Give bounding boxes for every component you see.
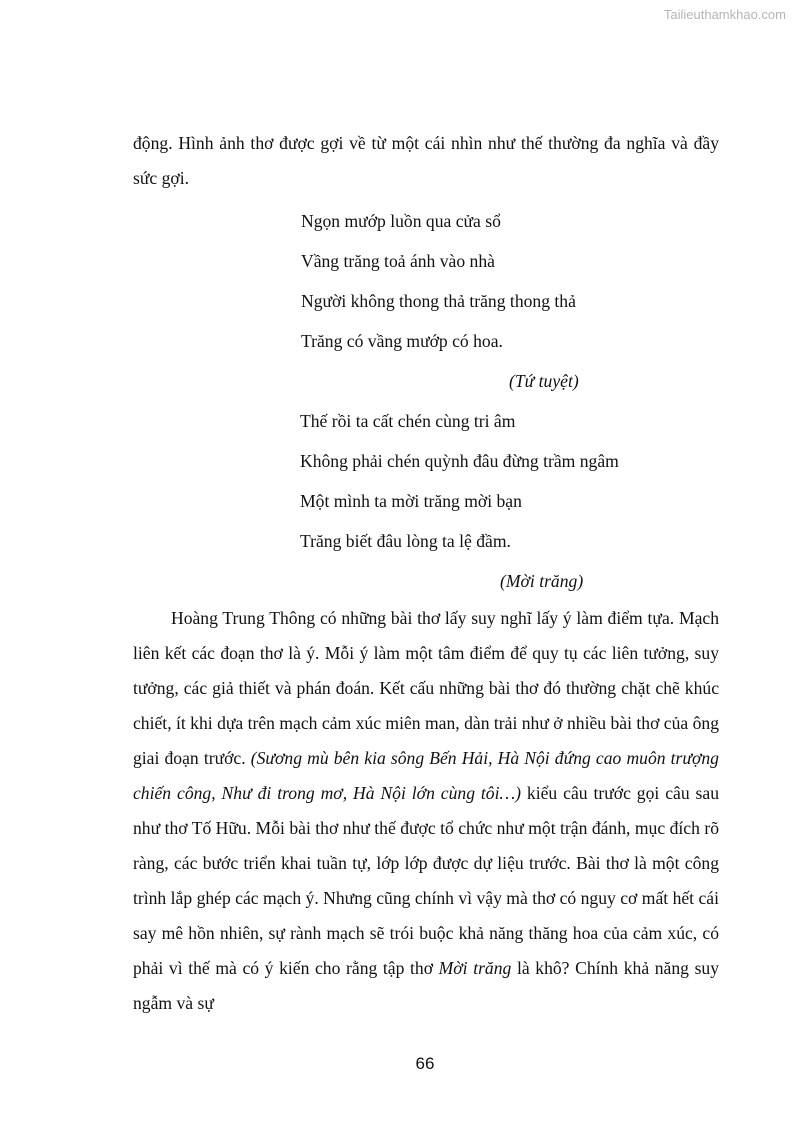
poem-line: Vầng trăng toả ánh vào nhà	[301, 251, 495, 271]
poem-line: Không phải chén quỳnh đâu đừng trầm ngâm	[300, 451, 619, 471]
poem-line: Một mình ta mời trăng mời bạn	[300, 491, 522, 511]
body-text: kiểu câu trước gọi câu sau như thơ Tố Hữu. Mỗi bài thơ như thế được tổ chức như một trận đánh, mục đích rõ ràng, các bước triển khai tuần tự, lớp lớp được dự liệu trước. Bài thơ là một công trình lắp ghép các mạch ý. Nhưng cũng chính vì vậy mà thơ có nguy cơ mất hết cái say mê hồn nhiên, sự rành mạch sẽ trói buộc khả năng thăng hoa của cảm xúc, có phải vì thế mà có ý kiến cho rằng tập thơ	[133, 783, 719, 978]
poem-tu-tuyet	[301, 201, 719, 401]
poem-line: Thế rồi ta cất chén cùng tri âm	[300, 411, 516, 431]
poem-source: (Mời trăng)	[500, 571, 584, 591]
italic-poem-titles: (Sương mù bên kia sông Bến Hải, Hà Nội đứng cao muôn trượng chiến công, Như đi trong mơ, Hà Nội lớn cùng tôi…)	[133, 748, 719, 803]
body-text: Hoàng Trung Thông có những bài thơ lấy suy nghĩ lấy ý làm điểm tựa. Mạch liên kết các đoạn thơ là ý. Mỗi ý làm một tâm điểm để quy tụ các liên tưởng, suy tưởng, các giả thiết và phán đoán. Kết cấu những bài thơ đó thường chặt chẽ khúc chiết, ít khi dựa trên mạch cảm xúc miên man, dàn trải như ở nhiều bài thơ của ông giai đoạn trước.	[133, 608, 719, 768]
poem-moi-trang	[300, 401, 719, 601]
poem-line: Trăng có vầng mướp có hoa.	[301, 331, 503, 351]
intro-paragraph: động. Hình ảnh thơ được gợi về từ một cái nhìn như thế thường đa nghĩa và đầy sức gợi.	[133, 133, 719, 188]
body-text: là khô? Chính khả năng suy ngẫm và sự	[133, 958, 720, 1013]
watermark-text: Tailieuthamkhao.com	[663, 7, 786, 22]
body-paragraph	[133, 601, 719, 1021]
poem-line: Người không thong thả trăng thong thả	[301, 291, 576, 311]
poem-line: Trăng biết đâu lòng ta lệ đầm.	[300, 531, 511, 551]
poem-line: Ngọn mướp luồn qua cửa sổ	[301, 211, 501, 231]
italic-book-title: Mời trăng	[438, 958, 512, 978]
poem-source: (Tứ tuyệt)	[509, 371, 579, 391]
document-page	[133, 126, 719, 1021]
page-number: 66	[415, 1054, 435, 1073]
